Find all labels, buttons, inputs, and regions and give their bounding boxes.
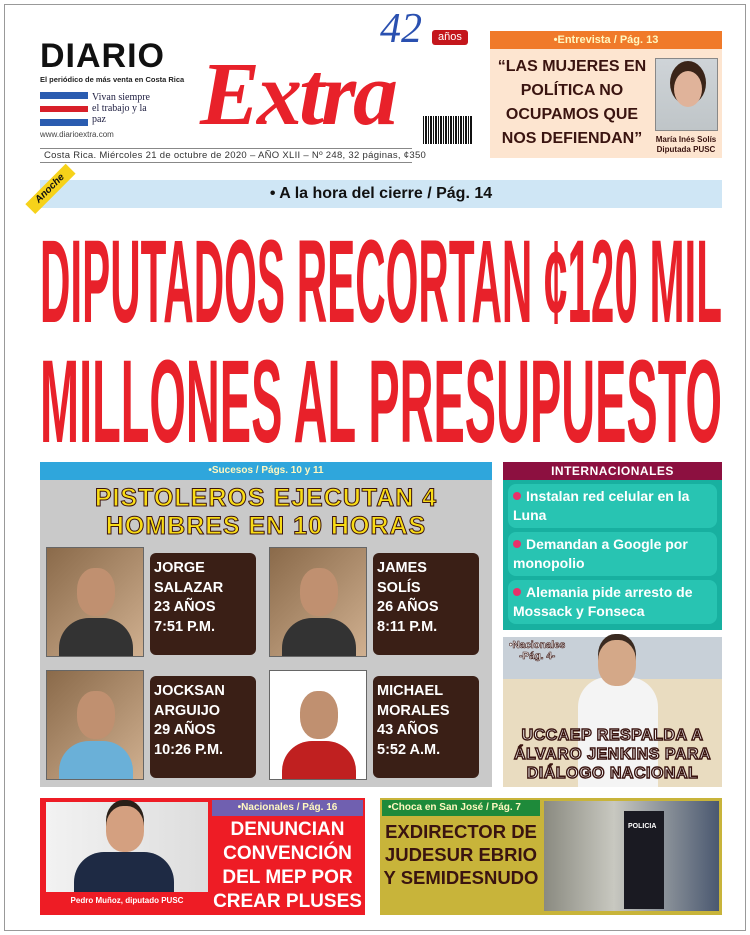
- internacionales-section: [503, 462, 722, 630]
- masthead-logo-diario: DIARIO: [40, 37, 165, 75]
- judesur-story[interactable]: [380, 798, 722, 915]
- intl-item[interactable]: Instalan red celular en la Luna: [508, 484, 717, 528]
- masthead-motto: Vivan siempre el trabajo y la paz: [92, 92, 150, 125]
- masthead-slogan: El periódico de más venta en Costa Rica: [40, 75, 185, 84]
- mep-caption: Pedro Muñoz, diputado PUSC: [70, 896, 184, 905]
- munoz-photo: [46, 802, 208, 892]
- bullet-icon: [513, 492, 521, 500]
- masthead-logo-extra: Extra: [200, 45, 396, 144]
- sucesos-section[interactable]: [40, 462, 492, 787]
- bullet-icon: [513, 588, 521, 596]
- lead-kicker: • A la hora del cierre / Pág. 14: [40, 180, 722, 208]
- website-link[interactable]: www.diarioextra.com: [40, 130, 114, 139]
- choca-kicker: •Choca en San José / Pág. 7: [382, 800, 540, 816]
- anoche-tag: Anoche: [25, 164, 75, 214]
- victim-card: JORGE SALAZAR 23 AÑOS 7:51 P.M.: [46, 547, 258, 659]
- lead-headline-line2-text: MILLONES AL PRESUPUESTO: [40, 338, 722, 450]
- mep-headline: DENUNCIAN CONVENCIÓN DEL MEP POR CREAR PLUSES: [213, 819, 362, 912]
- internacionales-header: INTERNACIONALES: [503, 462, 722, 480]
- victim-card: MICHAEL MORALES 43 AÑOS 5:52 A.M.: [269, 670, 481, 782]
- arrest-photo: POLICIA: [544, 801, 719, 911]
- interview-teaser[interactable]: [490, 31, 722, 158]
- barcode: [423, 116, 473, 144]
- interview-photo: [655, 58, 718, 131]
- anniversary-number: 42: [380, 6, 422, 52]
- victim-photo: [46, 547, 144, 657]
- intl-item[interactable]: Alemania pide arresto de Mossack y Fonseca: [508, 580, 717, 624]
- choca-headline: EXDIRECTOR DE JUDESUR EBRIO Y SEMIDESNUDO: [383, 821, 539, 888]
- uccaep-story[interactable]: [503, 637, 722, 787]
- bullet-icon: [513, 540, 521, 548]
- intl-item[interactable]: Demandan a Google por monopolio: [508, 532, 717, 576]
- uccaep-headline: UCCAEP RESPALDA A ÁLVARO JENKINS PARA DIÁLOGO NACIONAL: [513, 727, 712, 782]
- victim-photo: [269, 670, 367, 780]
- lead-headline-line2[interactable]: [40, 338, 722, 450]
- victim-card: JOCKSAN ARGUIJO 29 AÑOS 10:26 P.M.: [46, 670, 258, 782]
- costa-rica-flag-icon: [40, 92, 88, 126]
- sucesos-kicker: •Sucesos / Págs. 10 y 11: [40, 462, 492, 480]
- mep-kicker: •Nacionales / Pág. 16: [212, 800, 363, 816]
- uccaep-kicker: •Nacionales -Pág. 4-: [509, 640, 566, 662]
- anniversary-ribbon: años: [432, 30, 468, 45]
- sucesos-title: PISTOLEROS EJECUTAN 4 HOMBRES EN 10 HORAS: [94, 484, 438, 540]
- lead-headline-line1[interactable]: [40, 218, 722, 330]
- victim-card: JAMES SOLÍS 26 AÑOS 8:11 P.M.: [269, 547, 481, 659]
- lead-headline-line1-text: DIPUTADOS RECORTAN ¢120 MIL: [40, 218, 722, 330]
- victim-photo: [269, 547, 367, 657]
- dateline: Costa Rica. Miércoles 21 de octubre de 2020 – AÑO XLII – Nº 248, 32 páginas, ¢350: [40, 148, 412, 163]
- interview-kicker: •Entrevista / Pág. 13: [490, 31, 722, 49]
- mep-story[interactable]: [40, 798, 365, 915]
- interview-caption: María Inés Solís Diputada PUSC: [655, 135, 717, 154]
- victim-photo: [46, 670, 144, 780]
- interview-quote: “LAS MUJERES EN POLÍTICA NO OCUPAMOS QUE NOS DEFIENDAN”: [497, 58, 647, 147]
